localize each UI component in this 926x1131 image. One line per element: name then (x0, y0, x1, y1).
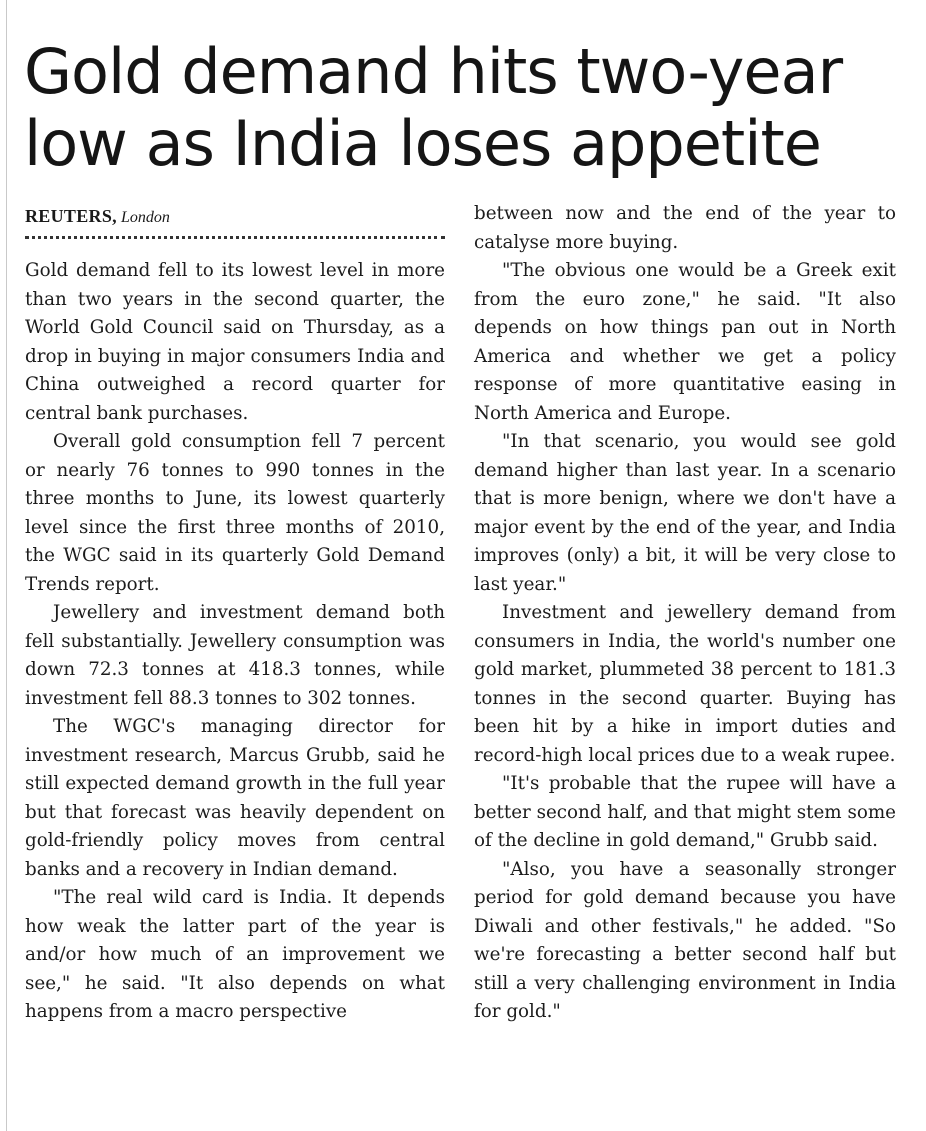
paragraph: "The real wild card is India. It depends how weak the latter part of the year is and/or how much of an improvement we see," he said. "It also depends on what happens from a macro perspective (25, 887, 445, 1022)
paragraph: Jewellery and investment demand both fell substantially. Jewellery consumption was down 72.3 tonnes at 418.3 tonnes, while investment fell 88.3 tonnes to 302 tonnes. (25, 602, 445, 709)
paragraph: "Also, you have a seasonally stronger period for gold demand because you have Diwali and other festivals," he added. "So we're forecasting a better second half but still a very challenging environment in India for gold." (474, 858, 896, 1022)
byline-place: London (120, 209, 170, 226)
dotted-divider (25, 236, 445, 239)
paragraph: "The obvious one would be a Greek exit from the euro zone," he said. "It also depends on how things pan out in North America and whether we get a policy response of more quantitative easing in North America and Europe. (474, 260, 896, 424)
paragraph: "It's probable that the rupee will have a better second half, and that might stem some of the decline in gold demand," Grubb said. (474, 773, 896, 851)
paragraph: Investment and jewellery demand from consumers in India, the world's number one gold market, plummeted 38 percent to 181.3 tonnes in the second quarter. Buying has been hit by a hike in import duties and record-high local prices due to a weak rupee. (474, 602, 896, 766)
paragraph: "In that scenario, you would see gold demand higher than last year. In a scenario that is more benign, where we don't have a major event by the end of the year, and India improves (only) a bit, it will be very close to last year." (474, 431, 896, 595)
article-column-left (25, 257, 445, 1027)
byline-agency: REUTERS, (25, 206, 117, 226)
paragraph: Gold demand fell to its lowest level in more than two years in the second quarter, the World Gold Council said on Thursday, as a drop in buying in major consumers India and China outweighed a record quarter for central bank purchases. (25, 260, 445, 424)
paragraph: between now and the end of the year to catalyse more buying. (474, 203, 896, 253)
paragraph: The WGC's managing director for investment research, Marcus Grubb, said he still expected demand growth in the full year but that forecast was heavily dependent on gold-friendly policy moves from central banks and a recovery in Indian demand. (25, 716, 445, 880)
headline: Gold demand hits two-year low as India loses appetite (24, 35, 843, 180)
paragraph: Overall gold consumption fell 7 percent or nearly 76 tonnes to 990 tonnes in the three months to June, its lowest quarterly level since the first three months of 2010, the WGC said in its quarterly Gold Demand Trends report. (25, 431, 445, 595)
article-column-right (474, 200, 896, 1027)
column-rule (6, 0, 7, 1131)
byline (25, 206, 170, 228)
